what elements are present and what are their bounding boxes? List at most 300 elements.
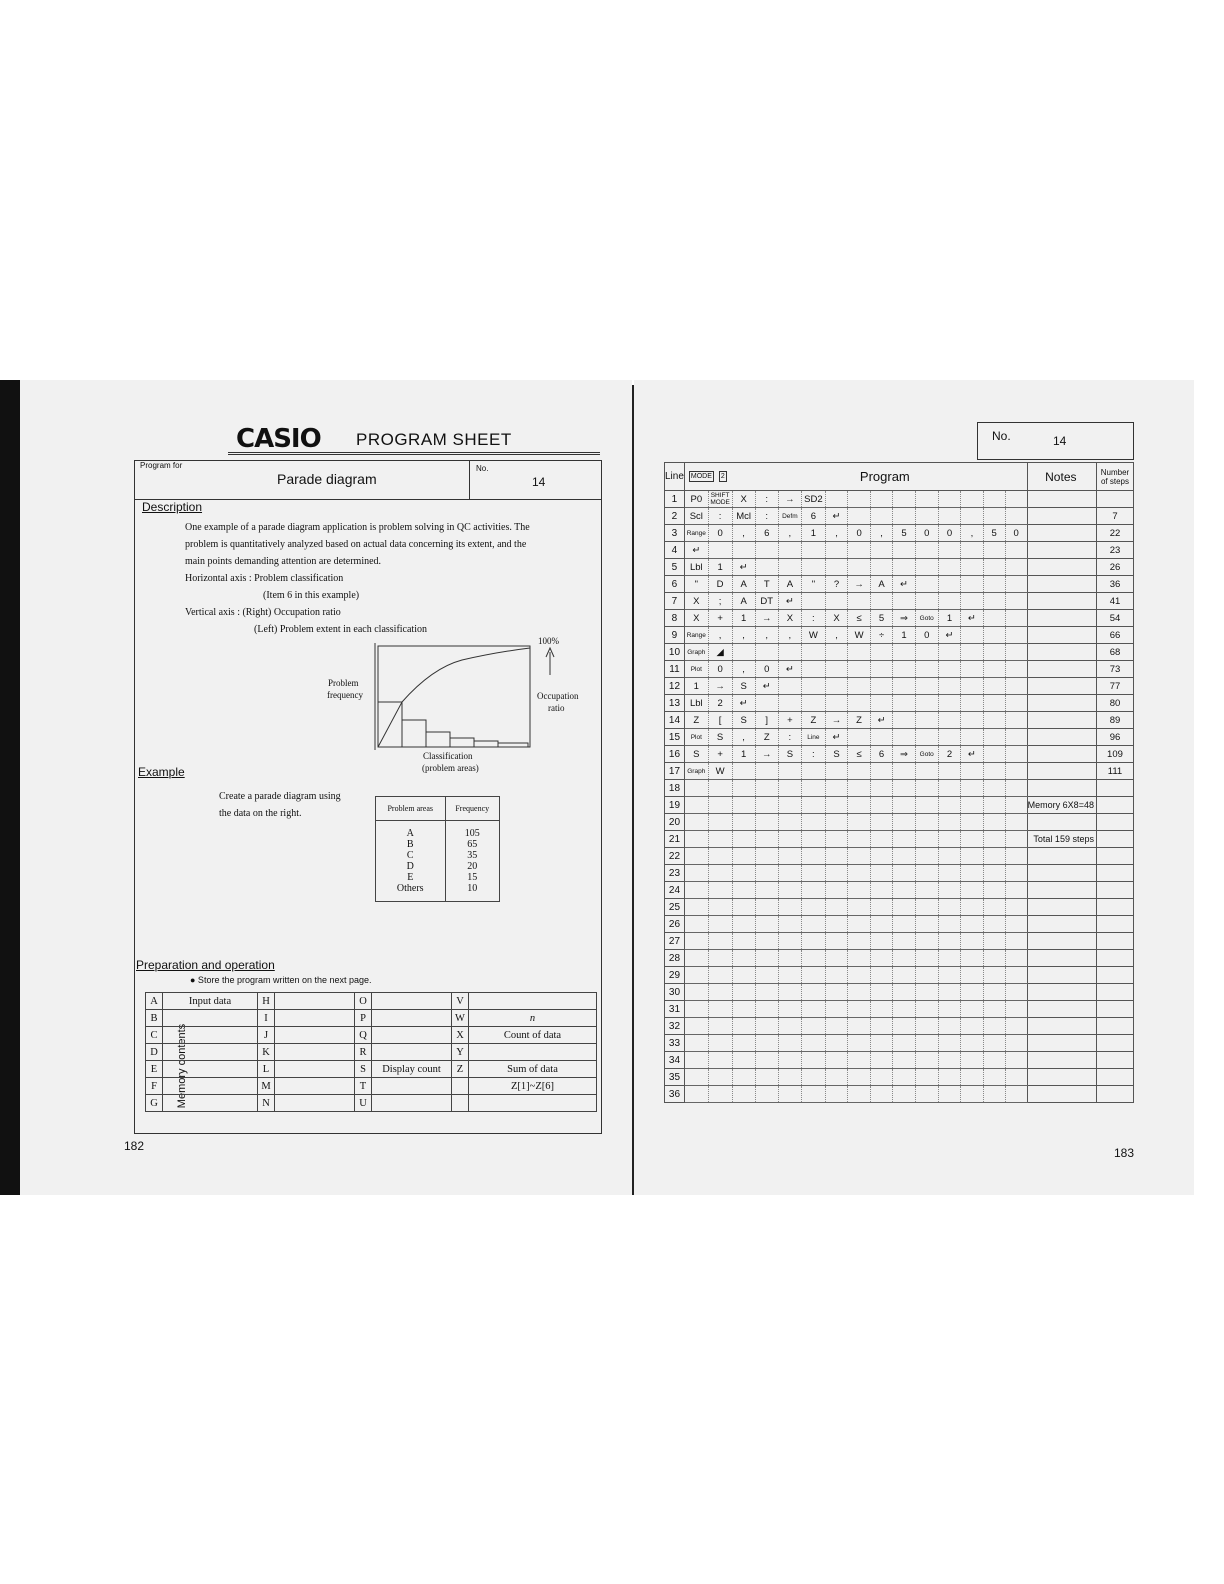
line-steps: 109 xyxy=(1096,746,1133,763)
program-token-empty xyxy=(778,678,801,695)
program-token-empty xyxy=(1005,542,1027,559)
program-token: + xyxy=(708,610,732,627)
program-line xyxy=(665,950,1134,967)
program-token-empty xyxy=(983,763,1005,780)
program-token: A xyxy=(778,576,801,593)
program-token-empty xyxy=(802,1001,826,1018)
memory-register: K xyxy=(258,1044,275,1061)
line-number: 8 xyxy=(665,610,685,627)
program-token-empty xyxy=(870,1001,892,1018)
program-token: 0 xyxy=(755,661,778,678)
program-token-empty xyxy=(708,542,732,559)
program-token: : xyxy=(755,491,778,508)
program-token-empty xyxy=(848,984,871,1001)
line-note xyxy=(1027,593,1096,610)
program-token: Z xyxy=(802,712,826,729)
program-token-empty xyxy=(708,1035,732,1052)
program-token-empty xyxy=(778,1052,801,1069)
program-token: W xyxy=(708,763,732,780)
program-token-empty xyxy=(961,559,983,576)
program-token-empty xyxy=(755,1035,778,1052)
program-token-empty xyxy=(755,780,778,797)
program-token-empty xyxy=(825,491,848,508)
program-token-empty xyxy=(848,814,871,831)
program-line xyxy=(665,933,1134,950)
program-token-empty xyxy=(893,780,915,797)
program-token-empty xyxy=(848,1001,871,1018)
program-token: ≤ xyxy=(848,610,871,627)
sheet-title: PROGRAM SHEET xyxy=(356,430,512,449)
program-token-empty xyxy=(708,1069,732,1086)
binding-edge xyxy=(0,380,20,1195)
program-token-empty xyxy=(732,780,755,797)
program-token-empty xyxy=(684,848,708,865)
program-token: S xyxy=(825,746,848,763)
program-token: 5 xyxy=(893,525,915,542)
program-token-empty xyxy=(915,797,938,814)
program-token-empty xyxy=(938,729,960,746)
program-token-empty xyxy=(1005,661,1027,678)
program-token-empty xyxy=(938,865,960,882)
program-token-empty xyxy=(848,1018,871,1035)
program-token: ↵ xyxy=(755,678,778,695)
program-token-empty xyxy=(870,491,892,508)
program-token-empty xyxy=(1005,712,1027,729)
program-token-empty xyxy=(915,593,938,610)
program-token-empty xyxy=(983,967,1005,984)
program-token: ÷ xyxy=(870,627,892,644)
line-note xyxy=(1027,661,1096,678)
table-row xyxy=(146,1010,597,1027)
program-token: , xyxy=(870,525,892,542)
program-token-empty xyxy=(732,542,755,559)
program-token-empty xyxy=(915,848,938,865)
program-token-empty xyxy=(893,542,915,559)
program-line xyxy=(665,882,1134,899)
program-token-empty xyxy=(915,644,938,661)
memory-value: Count of data xyxy=(469,1027,597,1044)
program-token-empty xyxy=(961,508,983,525)
line-note xyxy=(1027,678,1096,695)
program-token-empty xyxy=(825,1052,848,1069)
program-token-empty xyxy=(755,933,778,950)
memory-register: Z xyxy=(452,1061,469,1078)
memory-value xyxy=(163,1010,258,1027)
program-token-empty xyxy=(938,1001,960,1018)
program-token-empty xyxy=(938,780,960,797)
program-line xyxy=(665,661,1134,678)
program-token-empty xyxy=(684,1001,708,1018)
program-token-empty xyxy=(732,1069,755,1086)
program-token: ↵ xyxy=(778,593,801,610)
program-token-empty xyxy=(802,780,826,797)
program-token-empty xyxy=(961,814,983,831)
line-steps: 96 xyxy=(1096,729,1133,746)
program-token-empty xyxy=(684,933,708,950)
program-token-empty xyxy=(802,797,826,814)
line-note xyxy=(1027,814,1096,831)
program-token-empty xyxy=(825,695,848,712)
program-token-empty xyxy=(1005,1086,1027,1103)
program-token: ? xyxy=(825,576,848,593)
line-number: 6 xyxy=(665,576,685,593)
program-token: 0 xyxy=(1005,525,1027,542)
program-token-empty xyxy=(983,882,1005,899)
program-token-empty xyxy=(983,559,1005,576)
program-token-empty xyxy=(1005,865,1027,882)
program-token-empty xyxy=(732,865,755,882)
program-token-empty xyxy=(825,865,848,882)
program-token-empty xyxy=(915,542,938,559)
line-steps xyxy=(1096,899,1133,916)
program-token-empty xyxy=(708,882,732,899)
steps-header xyxy=(1096,463,1133,491)
memory-register: E xyxy=(146,1061,163,1078)
program-token-empty xyxy=(755,1001,778,1018)
program-line xyxy=(665,865,1134,882)
line-steps xyxy=(1096,848,1133,865)
program-token-empty xyxy=(961,763,983,780)
memory-value: Input data xyxy=(163,993,258,1010)
program-token: SHIFT MODE xyxy=(708,491,732,508)
program-token-empty xyxy=(848,916,871,933)
mode-value-key: 2 xyxy=(720,473,725,480)
program-token-empty xyxy=(848,797,871,814)
program-token-empty xyxy=(684,865,708,882)
program-token-empty xyxy=(983,1086,1005,1103)
program-token-empty xyxy=(684,1086,708,1103)
program-token-empty xyxy=(825,916,848,933)
program-token-empty xyxy=(1005,593,1027,610)
program-token-empty xyxy=(893,882,915,899)
line-steps xyxy=(1096,882,1133,899)
line-header: Line xyxy=(665,463,685,491)
program-token-empty xyxy=(848,542,871,559)
memory-register: V xyxy=(452,993,469,1010)
program-token-empty xyxy=(778,695,801,712)
program-token-empty xyxy=(708,780,732,797)
program-token-empty xyxy=(755,831,778,848)
memory-register: Y xyxy=(452,1044,469,1061)
program-token: 5 xyxy=(870,610,892,627)
program-line xyxy=(665,797,1134,814)
program-token-empty xyxy=(915,899,938,916)
program-token-empty xyxy=(802,1069,826,1086)
program-token-empty xyxy=(708,831,732,848)
memory-table xyxy=(145,992,597,1112)
program-token-empty xyxy=(848,933,871,950)
program-token: X xyxy=(825,610,848,627)
program-token-empty xyxy=(708,1086,732,1103)
line-number: 3 xyxy=(665,525,685,542)
program-token-empty xyxy=(870,950,892,967)
program-token-empty xyxy=(893,763,915,780)
line-note xyxy=(1027,729,1096,746)
line-steps: 111 xyxy=(1096,763,1133,780)
line-note xyxy=(1027,542,1096,559)
memory-value: Display count xyxy=(372,1061,452,1078)
program-token-empty xyxy=(684,950,708,967)
line-steps: 66 xyxy=(1096,627,1133,644)
program-token-empty xyxy=(755,644,778,661)
program-token: X xyxy=(684,593,708,610)
program-token-empty xyxy=(708,916,732,933)
line-note xyxy=(1027,491,1096,508)
program-token-empty xyxy=(732,916,755,933)
program-token-empty xyxy=(915,1052,938,1069)
memory-register xyxy=(452,1078,469,1095)
program-token-empty xyxy=(708,797,732,814)
program-token-empty xyxy=(893,865,915,882)
program-token: Goto xyxy=(915,610,938,627)
program-token-empty xyxy=(983,797,1005,814)
line-number: 24 xyxy=(665,882,685,899)
memory-register: O xyxy=(355,993,372,1010)
program-token-empty xyxy=(983,610,1005,627)
page-gutter xyxy=(632,385,634,1195)
memory-value: n xyxy=(469,1010,597,1027)
memory-register: A xyxy=(146,993,163,1010)
program-token-empty xyxy=(825,814,848,831)
program-token-empty xyxy=(893,848,915,865)
line-number: 35 xyxy=(665,1069,685,1086)
program-token-empty xyxy=(1005,746,1027,763)
program-token: + xyxy=(708,746,732,763)
program-token-empty xyxy=(915,916,938,933)
program-token-empty xyxy=(938,797,960,814)
line-number: 33 xyxy=(665,1035,685,1052)
line-number: 32 xyxy=(665,1018,685,1035)
program-token-empty xyxy=(1005,576,1027,593)
casio-logo: CASIO xyxy=(236,424,321,454)
program-token-empty xyxy=(870,508,892,525)
program-token: Plot xyxy=(684,729,708,746)
program-line xyxy=(665,814,1134,831)
line-number: 16 xyxy=(665,746,685,763)
program-token-empty xyxy=(848,1086,871,1103)
mode-key: MODE xyxy=(690,473,712,480)
program-token: 1 xyxy=(938,610,960,627)
program-token-empty xyxy=(778,644,801,661)
line-number: 23 xyxy=(665,865,685,882)
program-token-empty xyxy=(983,746,1005,763)
line-note xyxy=(1027,695,1096,712)
program-token-empty xyxy=(961,950,983,967)
program-token-empty xyxy=(684,814,708,831)
program-line xyxy=(665,1001,1134,1018)
program-token-empty xyxy=(732,1018,755,1035)
program-token: 1 xyxy=(802,525,826,542)
program-token-empty xyxy=(983,729,1005,746)
program-token-empty xyxy=(893,933,915,950)
program-token-empty xyxy=(983,848,1005,865)
memory-register: G xyxy=(146,1095,163,1112)
program-token-empty xyxy=(825,933,848,950)
table-row xyxy=(146,1095,597,1112)
program-token: 1 xyxy=(684,678,708,695)
freq-header-frequency: Frequency xyxy=(455,804,490,813)
program-token-empty xyxy=(938,644,960,661)
program-token: Z xyxy=(755,729,778,746)
program-token-empty xyxy=(870,984,892,1001)
program-token-empty xyxy=(825,661,848,678)
line-number: 19 xyxy=(665,797,685,814)
program-token-empty xyxy=(983,491,1005,508)
program-token-empty xyxy=(778,559,801,576)
program-token: DT xyxy=(755,593,778,610)
program-token: A xyxy=(870,576,892,593)
program-token: S xyxy=(684,746,708,763)
program-token-empty xyxy=(778,950,801,967)
program-token-empty xyxy=(915,491,938,508)
program-token-empty xyxy=(802,967,826,984)
program-token-empty xyxy=(802,831,826,848)
program-token-empty xyxy=(961,780,983,797)
line-note xyxy=(1027,712,1096,729)
line-number: 29 xyxy=(665,967,685,984)
program-token-empty xyxy=(1005,984,1027,1001)
program-token-empty xyxy=(848,644,871,661)
table-row xyxy=(146,1044,597,1061)
program-token: , xyxy=(732,729,755,746)
program-token-empty xyxy=(1005,882,1027,899)
memory-register: I xyxy=(258,1010,275,1027)
program-token-empty xyxy=(983,1052,1005,1069)
memory-register: J xyxy=(258,1027,275,1044)
program-token-empty xyxy=(961,576,983,593)
line-steps xyxy=(1096,1018,1133,1035)
program-token-empty xyxy=(708,1018,732,1035)
program-token-empty xyxy=(915,1018,938,1035)
program-token-empty xyxy=(961,1018,983,1035)
line-note xyxy=(1027,1052,1096,1069)
program-token: : xyxy=(755,508,778,525)
description-line: main points demanding attention are determined. xyxy=(185,556,382,567)
program-token: ⇒ xyxy=(893,746,915,763)
memory-register: F xyxy=(146,1078,163,1095)
program-token-empty xyxy=(1005,967,1027,984)
program-token: ≤ xyxy=(848,746,871,763)
diagram-bottom-label-2: (problem areas) xyxy=(422,763,479,773)
program-token-empty xyxy=(870,559,892,576)
program-token-empty xyxy=(848,882,871,899)
program-token-empty xyxy=(870,865,892,882)
program-token-empty xyxy=(983,695,1005,712)
line-steps: 77 xyxy=(1096,678,1133,695)
program-token-empty xyxy=(893,695,915,712)
line-number: 31 xyxy=(665,1001,685,1018)
pareto-diagram xyxy=(372,640,562,752)
program-token-empty xyxy=(961,644,983,661)
table-row xyxy=(376,861,500,872)
steps-header-line: Number xyxy=(1100,467,1130,477)
program-token-empty xyxy=(732,882,755,899)
table-row xyxy=(376,828,500,839)
program-token-empty xyxy=(870,542,892,559)
table-row xyxy=(376,839,500,850)
program-token-empty xyxy=(684,831,708,848)
program-token-empty xyxy=(708,933,732,950)
program-token: Goto xyxy=(915,746,938,763)
program-token-empty xyxy=(915,950,938,967)
diagram-right-label-2: ratio xyxy=(548,703,565,713)
memory-register: Q xyxy=(355,1027,372,1044)
program-token: ↵ xyxy=(961,610,983,627)
memory-value xyxy=(275,1061,355,1078)
program-token-empty xyxy=(1005,729,1027,746)
program-token-empty xyxy=(778,1069,801,1086)
program-token: " xyxy=(684,576,708,593)
program-token-empty xyxy=(961,865,983,882)
program-token-empty xyxy=(915,1001,938,1018)
program-token-empty xyxy=(1005,831,1027,848)
program-token: Lbl xyxy=(684,695,708,712)
program-token-empty xyxy=(825,593,848,610)
memory-register: N xyxy=(258,1095,275,1112)
program-token: S xyxy=(732,678,755,695)
program-token-empty xyxy=(983,576,1005,593)
program-token-empty xyxy=(938,848,960,865)
program-token-empty xyxy=(961,678,983,695)
line-steps xyxy=(1096,814,1133,831)
memory-value xyxy=(163,1044,258,1061)
program-token-empty xyxy=(1005,508,1027,525)
program-token-empty xyxy=(893,559,915,576)
freq-header-areas: Problem areas xyxy=(376,797,446,821)
program-token-empty xyxy=(870,933,892,950)
program-token-empty xyxy=(825,882,848,899)
freq-value: 35 xyxy=(467,849,478,861)
program-token-empty xyxy=(961,882,983,899)
program-token-empty xyxy=(915,814,938,831)
program-token-empty xyxy=(893,712,915,729)
program-token-empty xyxy=(961,542,983,559)
program-token: , xyxy=(708,627,732,644)
program-token: ◢ xyxy=(708,644,732,661)
table-row xyxy=(146,1078,597,1095)
memory-value xyxy=(275,1044,355,1061)
program-token-empty xyxy=(778,848,801,865)
program-line xyxy=(665,967,1134,984)
program-token-empty xyxy=(802,814,826,831)
program-token-empty xyxy=(983,865,1005,882)
memory-value xyxy=(372,1044,452,1061)
diagram-right-label-1: Occupation xyxy=(537,691,579,701)
line-note xyxy=(1027,967,1096,984)
program-token-empty xyxy=(802,865,826,882)
program-token-empty xyxy=(732,797,755,814)
program-token-empty xyxy=(961,712,983,729)
line-note xyxy=(1027,1086,1096,1103)
program-token: X xyxy=(732,491,755,508)
program-line xyxy=(665,712,1134,729)
program-token: ; xyxy=(708,593,732,610)
freq-area: C xyxy=(376,850,446,861)
line-note: Memory 6X8=48 xyxy=(1027,797,1096,814)
program-token-empty xyxy=(1005,491,1027,508)
program-token: ↵ xyxy=(961,746,983,763)
memory-value xyxy=(163,1061,258,1078)
line-note xyxy=(1027,848,1096,865)
program-token-empty xyxy=(961,797,983,814)
program-token: Mcl xyxy=(732,508,755,525)
program-token-empty xyxy=(732,967,755,984)
program-token-empty xyxy=(870,1018,892,1035)
diagram-bar-others xyxy=(498,743,528,747)
line-steps: 41 xyxy=(1096,593,1133,610)
program-token-empty xyxy=(802,1052,826,1069)
program-token-empty xyxy=(961,661,983,678)
